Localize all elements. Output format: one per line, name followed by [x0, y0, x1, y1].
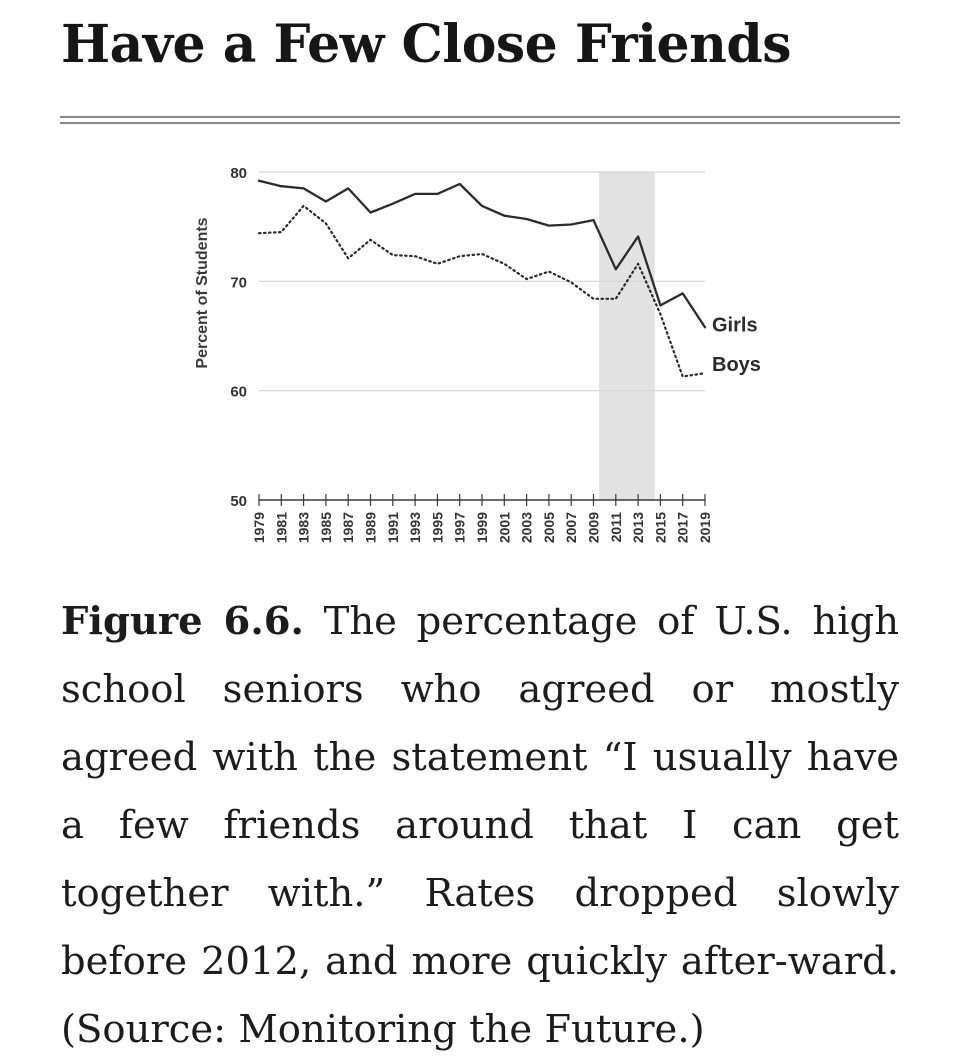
x-tick-label-1997: 1997 — [451, 512, 468, 544]
page-title: Have a Few Close Friends — [61, 14, 792, 75]
x-tick-label-1987: 1987 — [340, 512, 357, 544]
y-tick-label-70: 70 — [230, 274, 247, 292]
legend-label-girls: Girls — [712, 314, 758, 337]
x-tick-label-2015: 2015 — [652, 512, 669, 544]
y-tick-label-80: 80 — [230, 165, 247, 182]
figure-caption — [61, 588, 899, 1064]
x-tick-label-2017: 2017 — [674, 512, 691, 544]
x-tick-label-2011: 2011 — [607, 512, 624, 543]
x-tick-label-1993: 1993 — [407, 512, 424, 544]
caption-text: The percentage of U.S. high school seniors who agreed or mostly agreed with the statement “I usually have a few friends around that I can get together with.” Rates dropped slowly before 2012, and more quickly after-ward. (Source: Monitoring the Future.) — [61, 599, 899, 1052]
y-axis-label: Percent of Students — [194, 217, 211, 369]
figure-label: Figure 6.6. — [61, 599, 304, 644]
x-tick-label-2009: 2009 — [585, 512, 602, 544]
x-tick-label-2001: 2001 — [496, 512, 513, 544]
x-tick-label-1985: 1985 — [317, 512, 334, 544]
x-axis — [251, 494, 713, 543]
x-tick-label-1995: 1995 — [429, 512, 446, 544]
title-rule-bottom — [60, 122, 900, 124]
title-rule-top — [60, 116, 900, 118]
x-tick-label-2007: 2007 — [563, 512, 580, 544]
line-chart — [0, 140, 960, 580]
shaded-region — [599, 172, 655, 500]
x-tick-label-2005: 2005 — [540, 512, 557, 544]
x-tick-label-1991: 1991 — [384, 512, 401, 544]
y-tick-label-60: 60 — [230, 383, 247, 401]
x-tick-label-1983: 1983 — [295, 512, 312, 544]
x-tick-label-1999: 1999 — [474, 512, 490, 544]
legend-label-boys: Boys — [712, 354, 761, 377]
x-tick-label-2003: 2003 — [518, 512, 535, 544]
x-tick-label-1989: 1989 — [362, 512, 379, 544]
x-tick-label-1979: 1979 — [251, 512, 267, 544]
x-tick-label-1981: 1981 — [273, 512, 290, 544]
shaded-region-layer — [599, 172, 655, 500]
legend-layer — [712, 314, 761, 376]
x-tick-label-2013: 2013 — [630, 512, 647, 544]
y-tick-label-50: 50 — [230, 493, 247, 510]
x-tick-label-2019: 2019 — [697, 512, 713, 544]
y-axis — [230, 165, 247, 510]
